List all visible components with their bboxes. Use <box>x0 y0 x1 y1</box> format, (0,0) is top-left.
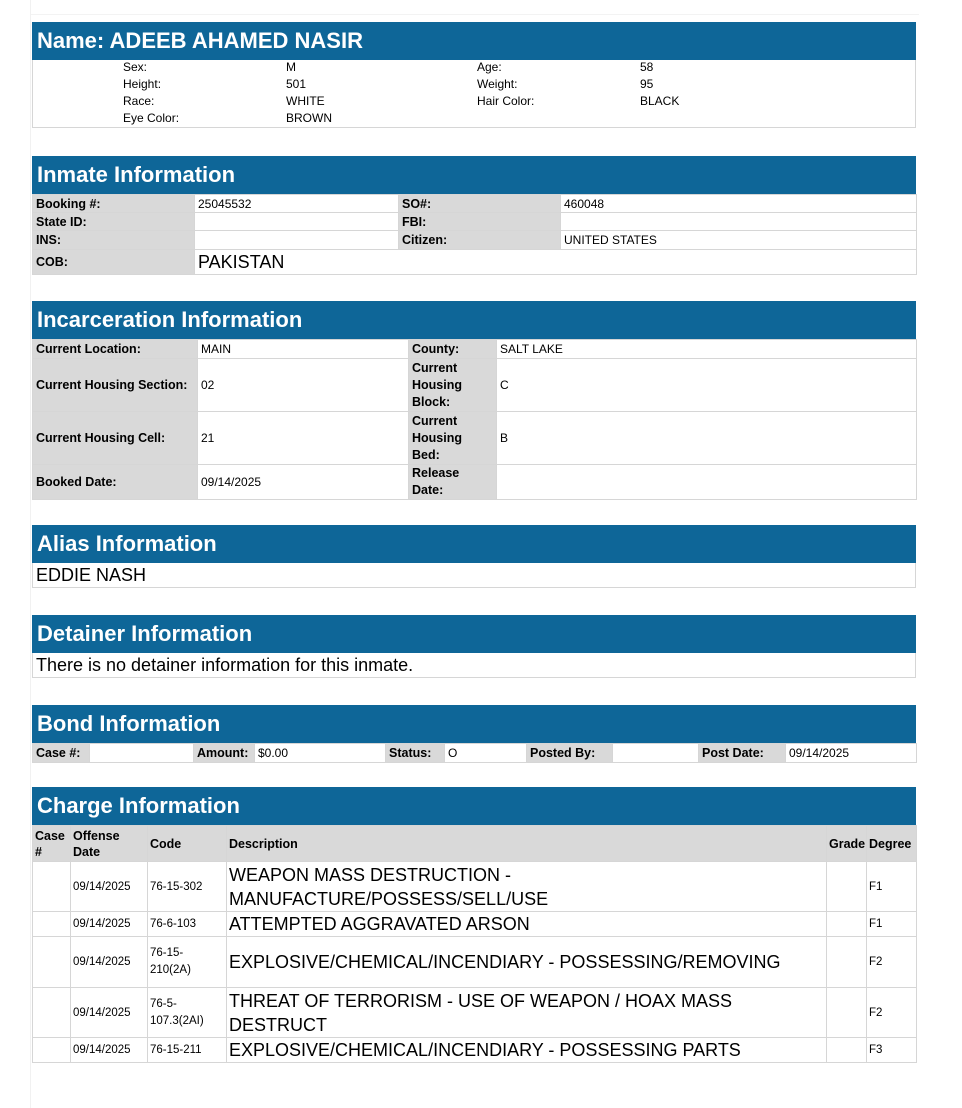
charge-degree: F3 <box>867 1038 917 1063</box>
ins-value <box>195 231 399 250</box>
charge-case <box>33 1038 71 1063</box>
charge-grade <box>827 912 867 937</box>
weight-value: 95 <box>640 77 654 91</box>
charge-description: EXPLOSIVE/CHEMICAL/INCENDIARY - POSSESSING/REMOVING <box>227 937 827 988</box>
alias-value: EDDIE NASH <box>32 563 916 588</box>
bond-post-date-value: 09/14/2025 <box>786 744 917 763</box>
release-date-value <box>497 465 917 500</box>
race-label: Race: <box>123 94 155 108</box>
eye-color-value: BROWN <box>286 111 332 125</box>
citizen-label: Citizen: <box>399 231 561 250</box>
weight-label: Weight: <box>477 77 518 91</box>
incarceration-section <box>32 301 916 500</box>
charge-description: THREAT OF TERRORISM - USE OF WEAPON / HOAX MASS DESTRUCT <box>227 988 827 1038</box>
age-value: 58 <box>640 60 654 74</box>
housing-cell-label: Current Housing Cell: <box>33 412 198 465</box>
county-value: SALT LAKE <box>497 340 917 359</box>
incarceration-header: Incarceration Information <box>32 301 916 339</box>
booked-date-label: Booked Date: <box>33 465 198 500</box>
charge-case <box>33 862 71 912</box>
bond-status-value: O <box>445 744 527 763</box>
cob-label: COB: <box>33 250 195 275</box>
so-value: 460048 <box>561 195 917 213</box>
county-label: County: <box>409 340 497 359</box>
charge-degree: F1 <box>867 912 917 937</box>
current-location-label: Current Location: <box>33 340 198 359</box>
charge-case <box>33 912 71 937</box>
inmate-header: Inmate Information <box>32 156 916 194</box>
bond-section <box>32 705 916 763</box>
name-header: Name: ADEEB AHAMED NASIR <box>32 22 916 60</box>
state-id-value <box>195 213 399 231</box>
incarceration-table <box>32 339 917 500</box>
age-label: Age: <box>477 60 502 74</box>
bond-header: Bond Information <box>32 705 916 743</box>
col-offense-date: Offense Date <box>71 826 148 862</box>
page-top-edge <box>30 0 919 15</box>
bond-table <box>32 743 917 763</box>
inmate-section <box>32 156 916 275</box>
booked-date-value: 09/14/2025 <box>198 465 409 500</box>
col-grade: Grade <box>827 826 867 862</box>
sex-label: Sex: <box>123 60 148 74</box>
charge-code: 76-5-107.3(2AI) <box>148 988 227 1038</box>
housing-block-value: C <box>497 359 917 412</box>
charge-grade <box>827 862 867 912</box>
hair-color-label: Hair Color: <box>477 94 535 108</box>
booking-label: Booking #: <box>33 195 195 213</box>
charge-degree: F2 <box>867 988 917 1038</box>
housing-section-value: 02 <box>198 359 409 412</box>
fbi-value <box>561 213 917 231</box>
charge-case <box>33 988 71 1038</box>
charge-degree: F2 <box>867 937 917 988</box>
charge-row <box>33 988 917 1038</box>
col-case: Case # <box>33 826 71 862</box>
height-label: Height: <box>123 77 162 91</box>
current-location-value: MAIN <box>198 340 409 359</box>
cob-value: PAKISTAN <box>195 250 917 275</box>
name-section <box>32 22 916 128</box>
citizen-value: UNITED STATES <box>561 231 917 250</box>
housing-section-label: Current Housing Section: <box>33 359 198 412</box>
so-label: SO#: <box>399 195 561 213</box>
charge-code: 76-15-210(2A) <box>148 937 227 988</box>
fbi-label: FBI: <box>399 213 561 231</box>
charge-code: 76-6-103 <box>148 912 227 937</box>
bond-posted-by-label: Posted By: <box>527 744 613 763</box>
charge-grade <box>827 988 867 1038</box>
charge-date: 09/14/2025 <box>71 912 148 937</box>
release-date-label: Release Date: <box>409 465 497 500</box>
charge-grade <box>827 1038 867 1063</box>
sex-value: M <box>286 60 296 74</box>
charge-description: WEAPON MASS DESTRUCTION - MANUFACTURE/POSSESS/SELL/USE <box>227 862 827 912</box>
charge-code: 76-15-302 <box>148 862 227 912</box>
col-degree: Degree <box>867 826 917 862</box>
housing-bed-value: B <box>497 412 917 465</box>
eye-color-label: Eye Color: <box>123 111 180 125</box>
charge-code: 76-15-211 <box>148 1038 227 1063</box>
bond-amount-label: Amount: <box>194 744 255 763</box>
bond-post-date-label: Post Date: <box>699 744 786 763</box>
charge-header: Charge Information <box>32 787 916 825</box>
charge-grade <box>827 937 867 988</box>
charge-table <box>32 825 917 1063</box>
alias-section <box>32 525 916 588</box>
charge-row <box>33 912 917 937</box>
charge-date: 09/14/2025 <box>71 937 148 988</box>
charge-row <box>33 937 917 988</box>
ins-label: INS: <box>33 231 195 250</box>
detainer-section <box>32 615 916 678</box>
bond-case-value <box>90 744 194 763</box>
charge-date: 09/14/2025 <box>71 1038 148 1063</box>
bond-status-label: Status: <box>386 744 445 763</box>
bond-posted-by-value <box>613 744 699 763</box>
height-value: 501 <box>286 77 307 91</box>
page-left-edge <box>30 0 31 1108</box>
housing-cell-value: 21 <box>198 412 409 465</box>
charge-section <box>32 787 916 1063</box>
inmate-table <box>32 194 917 275</box>
detainer-header: Detainer Information <box>32 615 916 653</box>
state-id-label: State ID: <box>33 213 195 231</box>
charge-date: 09/14/2025 <box>71 988 148 1038</box>
detainer-message: There is no detainer information for this inmate. <box>32 653 916 678</box>
charge-description: EXPLOSIVE/CHEMICAL/INCENDIARY - POSSESSING PARTS <box>227 1038 827 1063</box>
charge-case <box>33 937 71 988</box>
alias-header: Alias Information <box>32 525 916 563</box>
bond-amount-value: $0.00 <box>255 744 386 763</box>
bond-case-label: Case #: <box>33 744 90 763</box>
charge-degree: F1 <box>867 862 917 912</box>
charge-row <box>33 1038 917 1063</box>
charge-date: 09/14/2025 <box>71 862 148 912</box>
housing-bed-label: Current Housing Bed: <box>409 412 497 465</box>
col-description: Description <box>227 826 827 862</box>
charge-row <box>33 862 917 912</box>
charge-description: ATTEMPTED AGGRAVATED ARSON <box>227 912 827 937</box>
booking-value: 25045532 <box>195 195 399 213</box>
race-value: WHITE <box>286 94 325 108</box>
housing-block-label: Current Housing Block: <box>409 359 497 412</box>
col-code: Code <box>148 826 227 862</box>
hair-color-value: BLACK <box>640 94 680 108</box>
demographics-panel <box>32 60 916 128</box>
